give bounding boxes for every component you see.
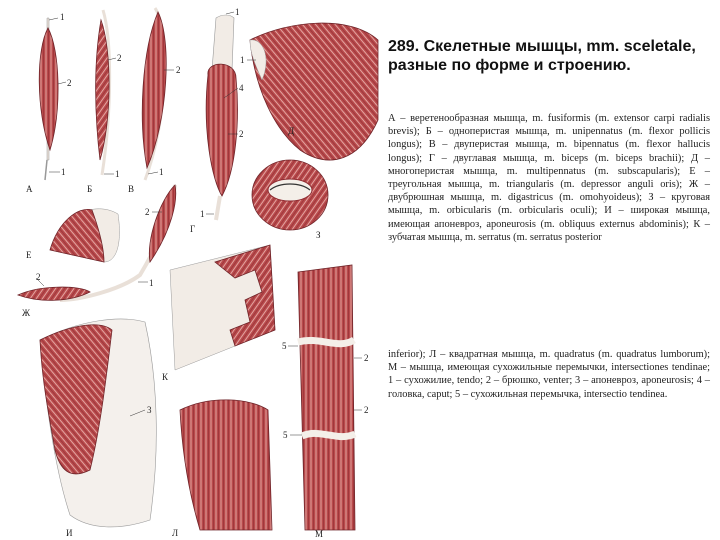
muscle-broad-i — [40, 319, 156, 527]
muscle-serratus-k — [170, 245, 275, 370]
label-number-2: 2 — [36, 272, 41, 282]
label-letter-i: И — [66, 528, 73, 538]
label-letter-g: Г — [190, 224, 196, 234]
label-number-2: 2 — [239, 129, 244, 139]
label-letter-a: А — [26, 184, 33, 194]
label-number-1: 1 — [200, 209, 205, 219]
label-letter-z: З — [316, 230, 321, 240]
label-letter-d: Д — [288, 126, 295, 136]
label-number-1: 1 — [61, 167, 66, 177]
label-letter-m: М — [315, 529, 324, 539]
label-number-4: 4 — [239, 83, 244, 93]
label-number-2: 2 — [176, 65, 181, 75]
muscle-multipennate-d — [247, 23, 378, 160]
label-number-2: 2 — [117, 53, 122, 63]
label-letter-v: В — [128, 184, 135, 194]
figure-title: 289. Скелетные мышцы, mm. sceletale, разные по форме и строению. — [388, 38, 696, 74]
label-number-3: 3 — [147, 405, 152, 415]
muscle-fusiform-a — [39, 18, 66, 180]
label-letter-zh: Ж — [22, 308, 31, 318]
muscle-intersections-m — [288, 265, 362, 530]
label-number-1: 1 — [235, 7, 240, 17]
label-number-5: 5 — [282, 341, 287, 351]
figure-caption-part-2: inferior); Л – квадратная мышца, m. quadratus (m. quadratus lumborum); М – мышца, имеющая сухожильные перемычки, intersectiones tendinae; 1 – сухожилие, tendo; 2 – брюшко, venter; 3 – апоневроз, aponeurosis; 4 – головка, caput; 5 – сухожильная перемычка, intersectio tendinea. — [388, 349, 710, 400]
muscle-unipennate-b — [96, 10, 116, 175]
label-number-2: 2 — [145, 207, 150, 217]
label-letter-e: Е — [26, 250, 32, 260]
label-number-2: 2 — [364, 405, 369, 415]
label-number-5: 5 — [283, 430, 288, 440]
label-number-2: 2 — [364, 353, 369, 363]
label-number-1: 1 — [159, 167, 164, 177]
muscle-biceps-g — [206, 12, 238, 220]
label-number-1: 1 — [149, 278, 154, 288]
muscle-bipennate-v — [142, 8, 174, 180]
muscle-quadratus-l — [180, 400, 272, 530]
label-letter-b: Б — [87, 184, 93, 194]
label-number-1: 1 — [60, 12, 65, 22]
label-number-1: 1 — [115, 169, 120, 179]
label-letter-l: Л — [172, 528, 179, 538]
label-letter-k: К — [162, 372, 169, 382]
label-number-1: 1 — [240, 55, 245, 65]
muscle-triangular-e — [50, 209, 119, 262]
label-number-2: 2 — [67, 78, 72, 88]
muscle-orbicularis-z — [252, 160, 328, 230]
figure-caption-part-1: А – веретенообразная мышца, m. fusiformis (m. extensor carpi radialis brevis); Б – одноперистая мышца, m. unipennatus (m. flexor pollicis longus); В – двуперистая мышца, m. bipennatus (m. flexor hallucis longus); Г – двуглавая мышца, m. biceps (m. biceps brachii); Д – многоперистая мышца, m. multipennatus (m. subscapularis); Е – треугольная мышца, m. triangularis (m. depressor anguli oris); Ж – двубрюшная мышца, m. digastricus (m. omohyoideus); З – круговая мышца, m. orbicularis (m. orbicularis oculi); И – широкая мышца, имеющая апоневроз, aponeurosis (m. obliquus externus abdominis); К – зубчатая мышца, m. serratus (m. serratus posterior — [388, 113, 710, 243]
